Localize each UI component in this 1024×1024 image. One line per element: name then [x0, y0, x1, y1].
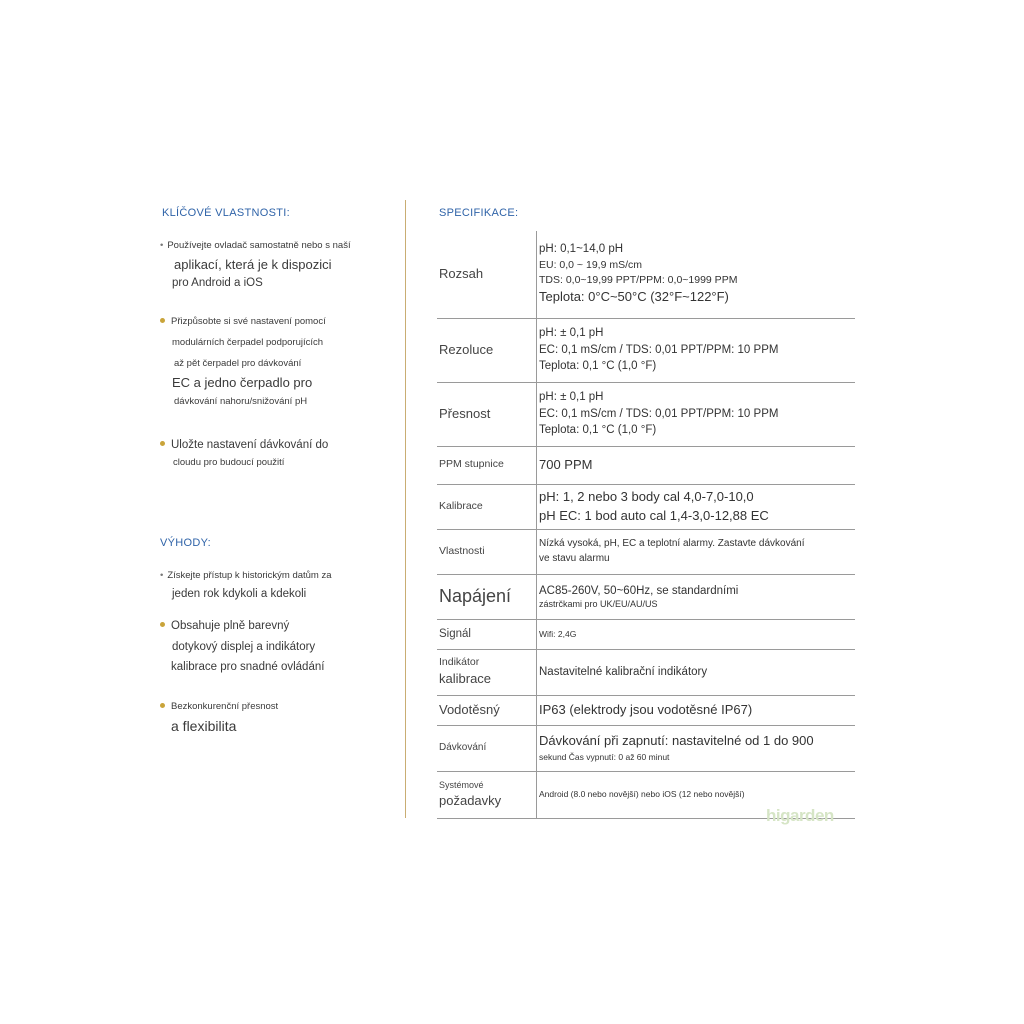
spec-table	[437, 231, 855, 819]
spec-value: Teplota: 0°C~50°C (32°F~122°F)	[539, 289, 729, 305]
column-divider	[405, 200, 406, 818]
spec-value: Teplota: 0,1 °C (1,0 °F)	[539, 424, 657, 437]
feature-2-line-3: až pět čerpadel pro dávkování	[174, 358, 302, 369]
benefit-item-1	[160, 570, 400, 600]
benefit-1-line-2: jeden rok kdykoli a kdekoli	[172, 588, 307, 600]
benefit-1-line-1: Získejte přístup k historickým datům za	[167, 570, 332, 581]
spec-value: EC: 0,1 mS/cm / TDS: 0,01 PPT/PPM: 10 PPM	[539, 343, 779, 356]
spec-value: Nízká vysoká, pH, EC a teplotní alarmy. Zastavte dávkování	[539, 538, 805, 549]
spec-value: Wifi: 2,4G	[539, 628, 577, 639]
spec-value: pH: 1, 2 nebo 3 body cal 4,0-7,0-10,0	[539, 488, 754, 504]
spec-label: kalibrace	[439, 671, 492, 687]
bullet-icon	[160, 622, 165, 627]
feature-item-2	[160, 316, 400, 407]
bullet-icon	[160, 318, 165, 323]
bullet-icon	[160, 441, 165, 446]
feature-1-line-1: Používejte ovladač samostatně nebo s naší	[167, 240, 351, 251]
bullet-icon: •	[160, 240, 164, 251]
feature-3-line-1: Uložte nastavení dávkování do	[171, 439, 329, 451]
benefit-2-line-1: Obsahuje plně barevný	[171, 620, 290, 632]
spec-label: Rozsah	[439, 265, 484, 281]
benefit-item-3	[160, 701, 400, 734]
spec-value: Android (8.0 nebo novější) nebo iOS (12 nebo novější)	[539, 789, 745, 800]
spec-value: pH: ± 0,1 pH	[539, 326, 604, 339]
bullet-icon: •	[160, 570, 164, 581]
feature-2-line-4: EC a jedno čerpadlo pro	[172, 375, 313, 390]
watermark-logo	[766, 806, 834, 826]
spec-row-signal	[437, 619, 855, 649]
spec-value: zástrčkami pro UK/EU/AU/US	[539, 598, 658, 609]
feature-1-line-3: pro Android a iOS	[172, 277, 263, 289]
feature-2-line-2: modulárních čerpadel podporujících	[172, 337, 324, 348]
bullet-icon	[160, 703, 165, 708]
spec-row-ppm	[437, 446, 855, 484]
spec-label: Dávkování	[439, 741, 487, 753]
spec-label: Indikátor	[439, 655, 480, 668]
spec-label: Přesnost	[439, 405, 491, 421]
spec-row-kalibrace	[437, 484, 855, 529]
benefit-2-line-3: kalibrace pro snadné ovládání	[171, 661, 325, 673]
features-heading: KLÍČOVÉ VLASTNOSTI:	[162, 207, 290, 219]
feature-2-line-1: Přizpůsobte si své nastavení pomocí	[171, 316, 326, 327]
spec-value: Dávkování při zapnutí: nastavitelné od 1 do 900	[539, 733, 814, 749]
spec-label: požadavky	[439, 792, 502, 808]
spec-value: pH: ± 0,1 pH	[539, 390, 604, 403]
spec-value: pH EC: 1 bod auto cal 1,4-3,0-12,88 EC	[539, 507, 769, 523]
spec-value: TDS: 0,0~19,99 PPT/PPM: 0,0~1999 PPM	[539, 274, 738, 287]
spec-label: PPM stupnice	[439, 458, 504, 471]
spec-value: pH: 0,1~14,0 pH	[539, 243, 624, 256]
spec-label: Vlastnosti	[439, 544, 485, 557]
spec-label: Signál	[439, 627, 471, 640]
spec-heading: SPECIFIKACE:	[439, 207, 519, 219]
spec-label: Napájení	[439, 586, 512, 607]
spec-value: ve stavu alarmu	[539, 552, 610, 564]
spec-label: Kalibrace	[439, 499, 483, 512]
spec-row-indikator	[437, 649, 855, 695]
spec-row-presnost	[437, 382, 855, 446]
spec-label: Systémové	[439, 779, 484, 790]
benefit-item-2	[160, 620, 400, 673]
spec-row-vodotesny	[437, 695, 855, 725]
spec-label: Vodotěsný	[439, 701, 500, 717]
spec-label: Rezoluce	[439, 341, 494, 357]
feature-item-1	[160, 240, 400, 289]
feature-2-line-5: dávkování nahoru/snižování pH	[174, 396, 308, 407]
spec-row-rozsah	[437, 231, 855, 318]
feature-1-line-2: aplikací, která je k dispozici	[174, 257, 332, 272]
spec-value: sekund Čas vypnutí: 0 až 60 minut	[539, 752, 670, 763]
spec-value: Teplota: 0,1 °C (1,0 °F)	[539, 360, 657, 373]
spec-value: AC85-260V, 50~60Hz, se standardními	[539, 585, 739, 598]
spec-row-vlastnosti	[437, 529, 855, 574]
spec-value: IP63 (elektrody jsou vodotěsné IP67)	[539, 701, 753, 717]
watermark-text: higarden	[766, 806, 834, 825]
spec-value: EU: 0,0 ~ 19,9 mS/cm	[539, 258, 643, 271]
spec-row-napajeni	[437, 574, 855, 619]
feature-item-3	[160, 439, 400, 468]
benefit-2-line-2: dotykový displej a indikátory	[172, 641, 316, 653]
spec-value: 700 PPM	[539, 456, 593, 472]
benefits-heading: VÝHODY:	[160, 537, 212, 549]
benefit-3-line-1: Bezkonkurenční přesnost	[171, 701, 279, 712]
benefit-3-line-2: a flexibilita	[171, 718, 237, 734]
spec-value: EC: 0,1 mS/cm / TDS: 0,01 PPT/PPM: 10 PPM	[539, 407, 779, 420]
spec-value: Nastavitelné kalibrační indikátory	[539, 665, 708, 678]
spec-row-rezoluce	[437, 318, 855, 382]
feature-3-line-2: cloudu pro budoucí použití	[173, 457, 285, 468]
spec-row-davkovani	[437, 725, 855, 771]
